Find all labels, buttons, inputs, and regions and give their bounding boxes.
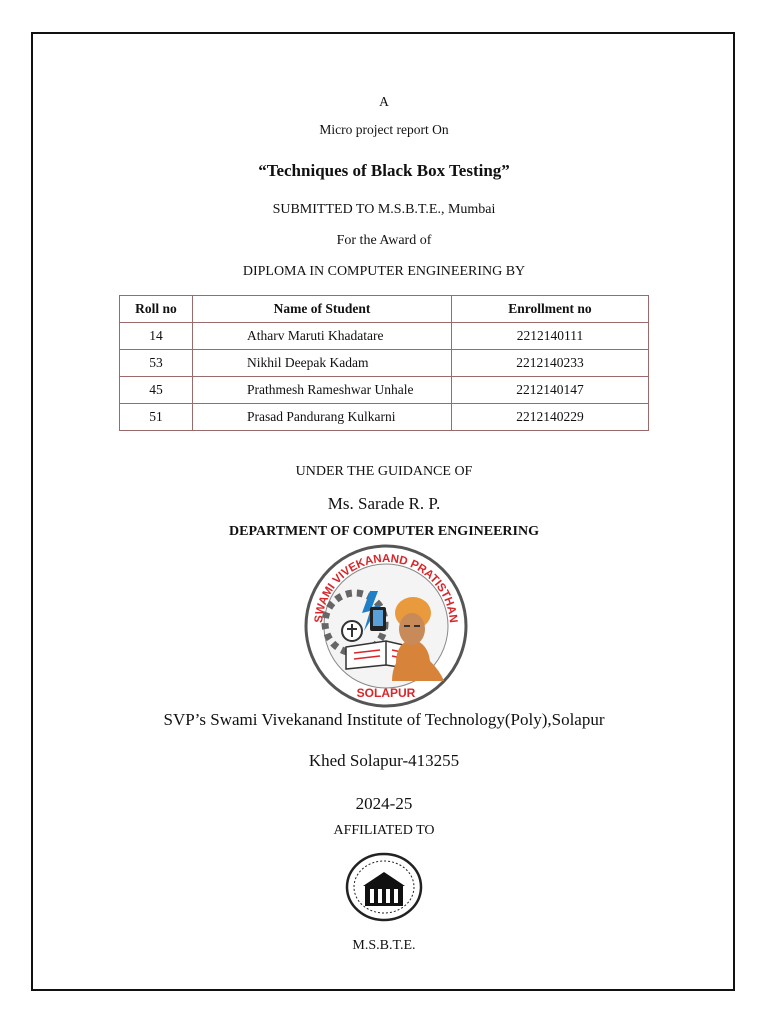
roll-cell: 14	[120, 323, 193, 350]
computer-icon	[370, 607, 386, 631]
academic-year: 2024-25	[355, 794, 413, 813]
award-label: For the Award of	[336, 233, 432, 248]
msbte-seal	[345, 852, 423, 922]
submitted-to: SUBMITTED TO M.S.B.T.E., Mumbai	[272, 202, 496, 217]
enrollment-cell: 2212140111	[452, 323, 649, 350]
logo-bottom-text: SOLAPUR	[356, 686, 416, 700]
student-name-cell: Atharv Maruti Khadatare	[193, 323, 452, 350]
roll-cell: 51	[120, 404, 193, 431]
table-row	[120, 323, 649, 350]
heading-a: A	[379, 94, 389, 109]
student-name-cell: Prathmesh Rameshwar Unhale	[193, 377, 452, 404]
board-name: M.S.B.T.E.	[352, 938, 416, 953]
guide-name: Ms. Sarade R. P.	[327, 494, 441, 513]
guidance-label: UNDER THE GUIDANCE OF	[295, 464, 473, 479]
institute-logo	[300, 543, 472, 709]
enrollment-cell: 2212140229	[452, 404, 649, 431]
col-roll-header: Roll no	[120, 296, 193, 323]
student-name-cell: Nikhil Deepak Kadam	[193, 350, 452, 377]
diploma-label: DIPLOMA IN COMPUTER ENGINEERING BY	[242, 264, 526, 279]
enrollment-cell: 2212140233	[452, 350, 649, 377]
report-label: Micro project report On	[319, 122, 449, 137]
institute-address: Khed Solapur-413255	[308, 751, 460, 770]
institute-name: SVP’s Swami Vivekanand Institute of Technology(Poly),Solapur	[163, 710, 605, 729]
enrollment-cell: 2212140147	[452, 377, 649, 404]
department-name: DEPARTMENT OF COMPUTER ENGINEERING	[229, 524, 539, 539]
affiliated-label: AFFILIATED TO	[333, 823, 435, 838]
students-table	[119, 295, 649, 431]
col-name-header: Name of Student	[193, 296, 452, 323]
student-name-cell: Prasad Pandurang Kulkarni	[193, 404, 452, 431]
table-row	[120, 350, 649, 377]
roll-cell: 53	[120, 350, 193, 377]
report-title: “Techniques of Black Box Testing”	[258, 161, 510, 180]
logo-top-text: SWAMI VIVEKANAND PRATISTHAN	[312, 552, 460, 624]
table-row	[120, 377, 649, 404]
table-row	[120, 404, 649, 431]
table-header-row	[120, 296, 649, 323]
roll-cell: 45	[120, 377, 193, 404]
col-enroll-header: Enrollment no	[452, 296, 649, 323]
